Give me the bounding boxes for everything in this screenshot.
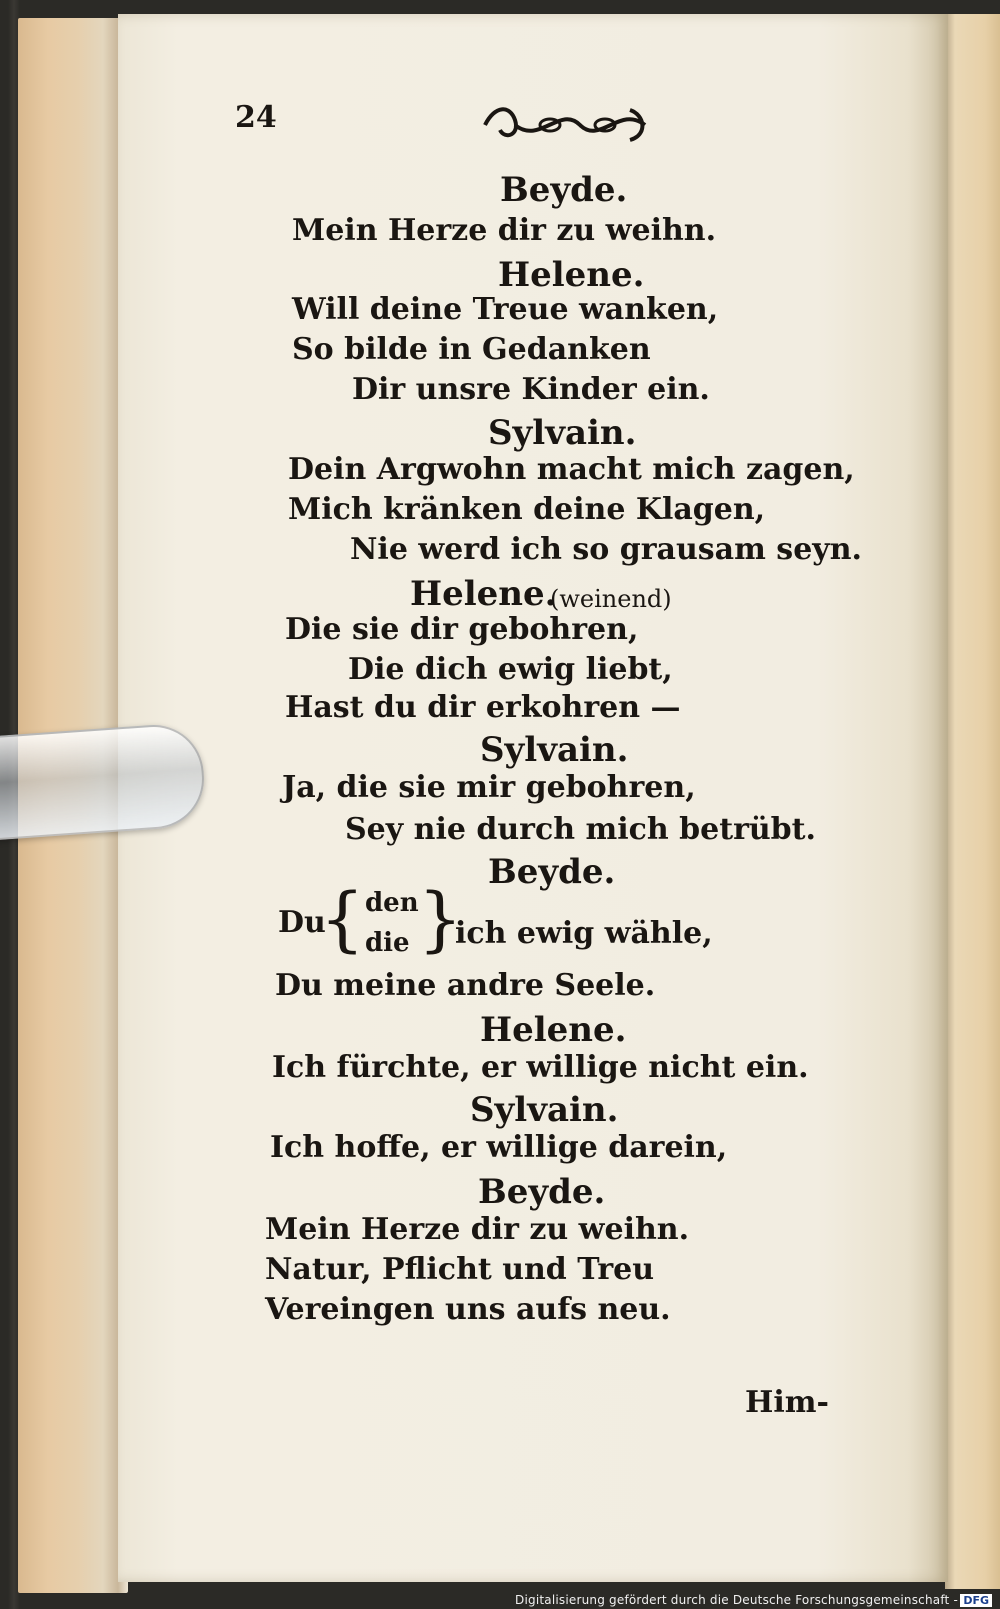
verse-line: Die dich ewig liebt, — [348, 652, 673, 687]
speaker-heading: Sylvain. — [480, 730, 629, 770]
right-brace-icon: } — [418, 878, 463, 960]
verse-line: Ich hoffe, er willige darein, — [270, 1130, 728, 1165]
verse-alternative: die — [365, 928, 410, 958]
digitization-credit: Digitalisierung gefördert durch die Deutsche Forschungsgemeinschaft - — [515, 1593, 958, 1607]
page-number: 24 — [235, 100, 277, 135]
verse-alternative: den — [365, 888, 419, 918]
ornament-icon — [480, 100, 650, 150]
speaker-heading: Beyde. — [500, 170, 628, 210]
speaker-heading: Sylvain. — [470, 1090, 619, 1130]
verse-line: Will deine Treue wanken, — [292, 292, 719, 327]
speaker-heading: Helene. — [410, 574, 557, 614]
verse-line: Mein Herze dir zu weihn. — [265, 1212, 690, 1247]
verse-line: ich ewig wähle, — [455, 916, 713, 951]
verse-line: Ich fürchte, er willige nicht ein. — [272, 1050, 809, 1085]
verse-line: Du meine andre Seele. — [275, 968, 656, 1003]
left-brace-icon: { — [320, 878, 365, 960]
verse-line: Hast du dir erkohren — — [285, 690, 681, 725]
speaker-heading: Helene. — [480, 1010, 627, 1050]
speaker-heading: Beyde. — [478, 1172, 606, 1212]
verse-line: Die sie dir gebohren, — [285, 612, 639, 647]
verse-line: Natur, Pflicht und Treu — [265, 1252, 655, 1287]
catchword: Him- — [745, 1385, 829, 1420]
stage-direction: (weinend) — [550, 585, 672, 613]
verse-line: Ja, die sie mir gebohren, — [282, 770, 696, 805]
verse-line: So bilde in Gedanken — [292, 332, 651, 367]
verse-line: Dir unsre Kinder ein. — [352, 372, 710, 407]
speaker-heading: Beyde. — [488, 852, 616, 892]
verse-line: Nie werd ich so grausam seyn. — [350, 532, 862, 567]
verse-line: Mein Herze dir zu weihn. — [292, 213, 717, 248]
verse-line: Du — [278, 905, 326, 940]
verse-line: Dein Argwohn macht mich zagen, — [288, 452, 855, 487]
speaker-heading: Helene. — [498, 255, 645, 295]
verse-line: Mich kränken deine Klagen, — [288, 492, 766, 527]
dfg-logo: DFG — [960, 1594, 992, 1607]
speaker-heading: Sylvain. — [488, 413, 637, 453]
verse-line: Vereingen uns aufs neu. — [265, 1292, 671, 1327]
verse-line: Sey nie durch mich betrübt. — [345, 812, 816, 847]
facing-page-edge — [945, 14, 1000, 1589]
